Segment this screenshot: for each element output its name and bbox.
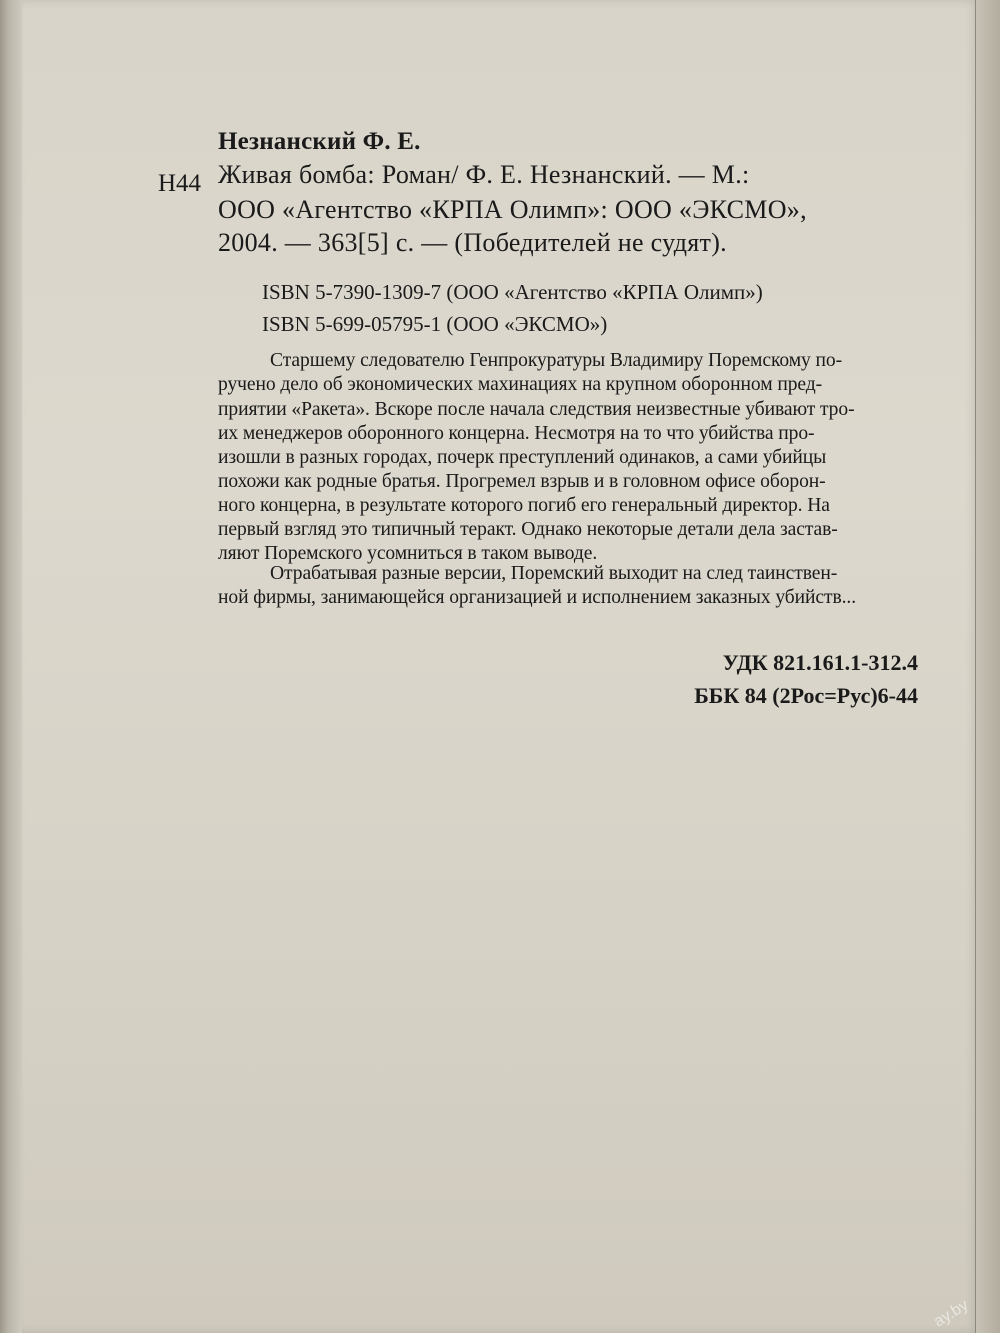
udk-code: УДК 821.161.1-312.4 [722,650,918,675]
annotation-line: ручено дело об экономических махинациях на крупном оборонном пред- [218,374,823,395]
author-code: Н44 [158,170,202,197]
watermark: ay.by [930,1296,972,1331]
isbn-line: ISBN 5-7390-1309-7 (ООО «Агентство «КРПА Олимп») [262,280,763,304]
bibliographic-line: Живая бомба: Роман/ Ф. Е. Незнанский. — М.: [218,160,750,189]
annotation-line: приятии «Ракета». Вскоре после начала следствия неизвестные убивают тро- [218,399,855,420]
annotation-line: ляют Поремского усомниться в таком выводе. [218,543,598,564]
annotation-line: Старшему следователю Генпрокуратуры Владимиру Поремскому по- [270,350,843,371]
bibliographic-line: ООО «Агентство «КРПА Олимп»: ООО «ЭКСМО», [218,195,807,224]
bibliographic-line: 2004. — 363[5] с. — (Победителей не судят). [218,228,727,257]
isbn-line: ISBN 5-699-05795-1 (ООО «ЭКСМО») [262,312,608,336]
annotation-line: ной фирмы, занимающейся организацией и исполнением заказных убийств... [218,587,857,608]
annotation-line: изошли в разных городах, почерк преступлений одинаков, а сами убийцы [218,447,827,468]
annotation-line: похожи как родные братья. Прогремел взрыв и в головном офисе оборон- [218,471,826,492]
annotation-line: первый взгляд это типичный теракт. Однако некоторые детали дела застав- [218,519,838,540]
annotation-line: ного концерна, в результате которого погиб его генеральный директор. На [218,495,830,516]
annotation-line: Отрабатывая разные версии, Поремский выходит на след таинствен- [270,563,838,584]
annotation-line: их менеджеров оборонного концерна. Несмотря на то что убийства про- [218,423,815,444]
next-page-edge [975,0,1000,1333]
bbk-code: ББК 84 (2Рос=Рус)6-44 [694,683,918,708]
author-heading: Незнанский Ф. Е. [218,128,421,155]
